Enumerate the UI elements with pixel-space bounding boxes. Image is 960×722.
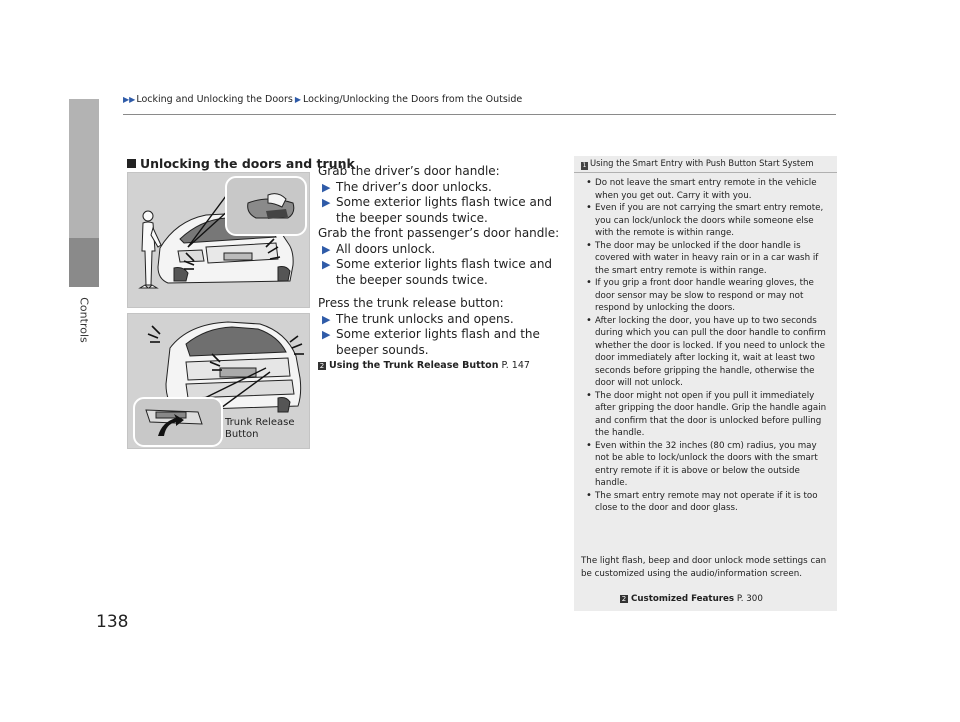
sidebar-title-divider: [574, 172, 837, 173]
instructions: [318, 164, 568, 374]
step-item: ▶ Some exterior lights flash and the beeper sounds.: [322, 327, 540, 357]
page-number: 138: [96, 612, 129, 632]
trunk-release-label-line2: Button: [225, 429, 259, 440]
figure-door-handle-unlock: [127, 172, 310, 308]
passenger-door-intro: Grab the front passenger’s door handle:: [318, 226, 560, 240]
breadcrumb-item-locking-unlocking[interactable]: Locking and Unlocking the Doors: [136, 94, 293, 105]
step-item: ▶ The trunk unlocks and opens.: [322, 311, 514, 326]
note-reference-icon: 1: [582, 162, 587, 169]
sidebar-bullet-list: [586, 177, 832, 515]
side-tab-label: Controls: [77, 297, 91, 343]
triangle-arrow-icon: ▶: [322, 242, 331, 256]
list-item: • The smart entry remote may not operate if it is too close to the door and door glass.: [586, 490, 832, 515]
sidebar-footer-text: The light flash, beep and door unlock mode settings can be customized using the audio/information screen.: [581, 556, 827, 579]
double-arrow-icon: ▶▶: [123, 95, 136, 104]
header-divider: [123, 114, 836, 115]
triangle-arrow-icon: ▶: [322, 196, 331, 209]
triangle-arrow-icon: ▶: [322, 180, 331, 194]
trunk-release-xref-link[interactable]: 2 Using the Trunk Release Button P. 147: [319, 360, 530, 371]
triangle-arrow-icon: ▶: [322, 312, 331, 326]
step-item: ▶ All doors unlock.: [322, 241, 436, 256]
sidebar-title-bar: [574, 156, 837, 174]
list-item: • The door may be unlocked if the door handle is covered with water in heavy rain or in a car wash if the smart entry remote is within range.: [586, 240, 832, 278]
list-item: • Even if you are not carrying the smart entry remote, you can lock/unlock the doors while someone else with the remote is within range.: [586, 202, 832, 240]
breadcrumb-item-from-outside[interactable]: Locking/Unlocking the Doors from the Outside: [303, 94, 523, 105]
cross-reference-icon: 2: [319, 362, 325, 370]
list-item: • After locking the door, you have up to two seconds during which you can pull the door handle to confirm whether the door is locked. If you need to unlock the door immediately after locking it, wait at least two seconds before gripping the handle, otherwise the door will not unlock.: [586, 315, 832, 390]
triangle-arrow-icon: ▶: [322, 258, 331, 271]
list-item: • If you grip a front door handle wearing gloves, the door sensor may be slow to respond or may not respond by unlocking the doors.: [586, 277, 832, 315]
car-door-handle-illustration: [128, 173, 309, 307]
square-bullet-icon: [127, 159, 136, 168]
figure-trunk-release: [127, 313, 310, 449]
trunk-release-label: [225, 417, 294, 441]
step-item: ▶ Some exterior lights flash twice and the beeper sounds twice.: [322, 257, 553, 287]
list-item: • Do not leave the smart entry remote in the vehicle when you get out. Carry it with you.: [586, 177, 832, 202]
sidebar-note: [574, 156, 837, 611]
section-heading-text: Unlocking the doors and trunk: [140, 156, 355, 171]
trunk-release-label-line1: Trunk Release: [225, 417, 295, 428]
side-tab-marker: [69, 238, 99, 287]
sidebar-title: 1 Using the Smart Entry with Push Button Start System: [582, 158, 814, 169]
arrow-icon: ▶: [294, 95, 302, 104]
triangle-arrow-icon: ▶: [322, 328, 331, 341]
customized-features-xref-link[interactable]: 2 Customized Features P. 300: [621, 594, 763, 604]
step-item: ▶ The driver’s door unlocks.: [322, 179, 492, 194]
step-item: ▶ Some exterior lights flash twice and the beeper sounds twice.: [322, 195, 553, 225]
cross-reference-icon: 2: [621, 595, 627, 603]
breadcrumb: [123, 94, 522, 105]
driver-door-intro: Grab the driver’s door handle:: [318, 164, 500, 178]
trunk-release-intro: Press the trunk release button:: [318, 296, 504, 310]
list-item: • Even within the 32 inches (80 cm) radius, you may not be able to lock/unlock the doors with the smart entry remote if it is above or below the outside handle.: [586, 440, 832, 490]
list-item: • The door might not open if you pull it immediately after gripping the door handle. Grip the handle again and confirm that the door is unlocked before pulling the handle.: [586, 390, 832, 440]
